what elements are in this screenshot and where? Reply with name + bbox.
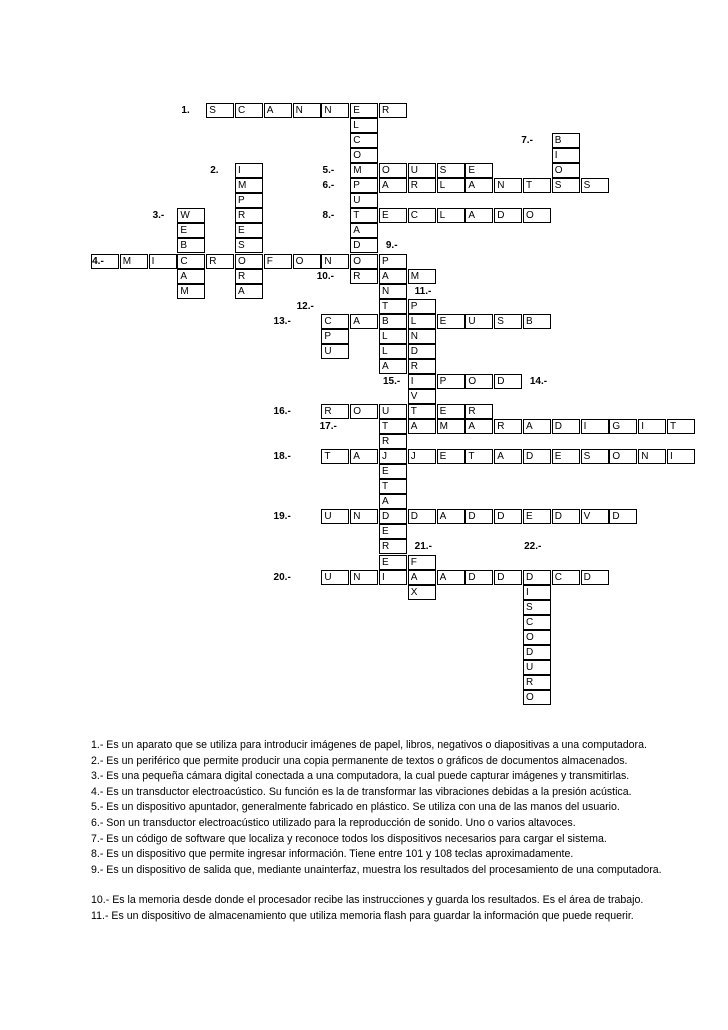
clue-number-label: 3.-: [152, 210, 165, 222]
clue-6: 6.- Son un transductor electroacústico utilizado para la reproducción de sonido. Uno o varios altavoces.: [91, 816, 576, 829]
grid-cell[interactable]: D: [350, 238, 378, 253]
clue-number-label: 9.-: [385, 240, 398, 252]
grid-cell[interactable]: D: [379, 509, 407, 524]
grid-cell[interactable]: A: [523, 419, 551, 434]
grid-cell[interactable]: T: [408, 404, 436, 419]
grid-cell[interactable]: D: [552, 419, 580, 434]
grid-cell[interactable]: U: [379, 404, 407, 419]
grid-cell[interactable]: I: [235, 163, 263, 178]
grid-cell[interactable]: N: [379, 284, 407, 299]
grid-cell[interactable]: T: [350, 208, 378, 223]
grid-cell[interactable]: A: [465, 178, 493, 193]
grid-cell[interactable]: L: [437, 208, 465, 223]
grid-cell[interactable]: T: [465, 449, 493, 464]
grid-cell[interactable]: R: [523, 675, 551, 690]
grid-cell[interactable]: B: [177, 238, 205, 253]
grid-cell[interactable]: I: [552, 148, 580, 163]
clue-7: 7.- Es un código de software que localiza y reconoce todos los dispositivos necesarios para cargar el sistema.: [91, 832, 607, 845]
grid-cell[interactable]: U: [321, 570, 349, 585]
grid-cell[interactable]: T: [667, 419, 695, 434]
grid-cell[interactable]: I: [581, 419, 609, 434]
grid-cell[interactable]: U: [523, 660, 551, 675]
grid-cell[interactable]: M: [177, 284, 205, 299]
grid-cell[interactable]: C: [235, 103, 263, 118]
clue-number-label: 4.-: [92, 255, 104, 267]
grid-cell[interactable]: S: [581, 449, 609, 464]
grid-cell[interactable]: R: [379, 434, 407, 449]
grid-cell[interactable]: V: [408, 389, 436, 404]
grid-cell[interactable]: E: [379, 555, 407, 570]
clue-number-label: 20.-: [273, 571, 291, 583]
grid-cell[interactable]: C: [321, 314, 349, 329]
grid-cell[interactable]: N: [350, 570, 378, 585]
grid-cell[interactable]: E: [523, 509, 551, 524]
clue-1: 1.- Es un aparato que se utiliza para introducir imágenes de papel, libros, negativos o diapositivas a una computadora.: [91, 739, 647, 751]
grid-cell[interactable]: D: [408, 344, 436, 359]
grid-cell[interactable]: D: [465, 570, 493, 585]
grid-cell[interactable]: U: [465, 314, 493, 329]
grid-cell[interactable]: P: [408, 299, 436, 314]
clue-9: 9.- Es un dispositivo de salida que, mediante unainterfaz, muestra los resultados del procesamiento de una computadora.: [91, 863, 662, 876]
grid-cell[interactable]: O: [379, 163, 407, 178]
grid-cell[interactable]: A: [264, 103, 292, 118]
grid-cell[interactable]: O: [523, 630, 551, 645]
grid-cell[interactable]: N: [293, 103, 321, 118]
grid-cell[interactable]: M: [235, 178, 263, 193]
grid-cell[interactable]: O: [465, 374, 493, 389]
grid-cell[interactable]: D: [494, 570, 522, 585]
grid-cell[interactable]: I: [667, 449, 695, 464]
grid-cell[interactable]: A: [465, 419, 493, 434]
clue-5: 5.- Es un dispositivo apuntador, generalmente fabricado en plástico. Se utiliza con una de las manos del usuario.: [91, 801, 620, 814]
grid-cell[interactable]: O: [350, 404, 378, 419]
grid-cell[interactable]: V: [581, 509, 609, 524]
grid-cell[interactable]: E: [552, 449, 580, 464]
grid-cell[interactable]: M: [437, 419, 465, 434]
grid-cell[interactable]: N: [321, 254, 349, 269]
clue-4: 4.- Es un transductor electroacústico. Su función es la de transformar las vibraciones debidas a la presión acústica.: [91, 785, 632, 798]
grid-cell[interactable]: L: [408, 314, 436, 329]
grid-cell[interactable]: E: [379, 524, 407, 539]
grid-cell[interactable]: X: [408, 585, 436, 600]
grid-cell[interactable]: T: [523, 178, 551, 193]
grid-cell[interactable]: N: [408, 329, 436, 344]
grid-cell[interactable]: D: [494, 374, 522, 389]
clue-number-label: 11.-: [414, 285, 432, 297]
grid-cell[interactable]: C: [177, 254, 205, 269]
grid-cell[interactable]: S: [235, 238, 263, 253]
clue-number-label: 14.-: [529, 375, 548, 387]
grid-cell[interactable]: T: [379, 479, 407, 494]
grid-cell[interactable]: C: [350, 133, 378, 148]
grid-cell[interactable]: M: [120, 254, 148, 269]
grid-cell[interactable]: N: [321, 103, 349, 118]
grid-cell[interactable]: A: [379, 494, 407, 509]
grid-cell[interactable]: E: [379, 208, 407, 223]
grid-cell[interactable]: S: [552, 178, 580, 193]
grid-cell[interactable]: D: [581, 570, 609, 585]
grid-cell[interactable]: C: [523, 615, 551, 630]
grid-cell[interactable]: R: [206, 254, 234, 269]
clue-number-label: 15.-: [383, 375, 401, 387]
clue-number-label: 8.-: [322, 210, 335, 222]
grid-cell[interactable]: R: [408, 178, 436, 193]
clue-number-label: 21.-: [414, 541, 432, 553]
grid-cell[interactable]: U: [350, 193, 378, 208]
grid-cell[interactable]: D: [523, 449, 551, 464]
clue-3: 3.- Es una pequeña cámara digital conectada a una computadora, la cual puede capturar imágenes y transmitirlas.: [91, 770, 630, 783]
grid-cell[interactable]: B: [523, 314, 551, 329]
grid-cell[interactable]: A: [350, 223, 378, 238]
clue-10: 10.- Es la memoria desde donde el procesador recibe las instrucciones y guarda los resultados. Es el área de trabajo.: [91, 894, 644, 907]
grid-cell[interactable]: E: [350, 103, 378, 118]
grid-cell[interactable]: P: [379, 254, 407, 269]
grid-cell[interactable]: N: [638, 449, 666, 464]
grid-cell[interactable]: R: [379, 539, 407, 554]
grid-cell[interactable]: E: [437, 314, 465, 329]
grid-cell[interactable]: A: [408, 419, 436, 434]
grid-cell[interactable]: A: [177, 269, 205, 284]
grid-cell[interactable]: T: [379, 419, 407, 434]
grid-cell[interactable]: L: [350, 118, 378, 133]
grid-cell[interactable]: E: [379, 464, 407, 479]
clue-number-label: 6.-: [322, 180, 335, 192]
grid-cell[interactable]: J: [408, 449, 436, 464]
clue-number-label: 10.-: [316, 270, 334, 282]
grid-cell[interactable]: T: [321, 449, 349, 464]
grid-cell[interactable]: R: [235, 208, 263, 223]
grid-cell[interactable]: F: [408, 555, 436, 570]
grid-cell[interactable]: M: [350, 163, 378, 178]
clue-number-label: 7.-: [521, 135, 533, 147]
grid-cell[interactable]: I: [408, 374, 436, 389]
clue-number-label: 19.-: [273, 511, 291, 523]
grid-cell[interactable]: D: [494, 509, 522, 524]
grid-cell[interactable]: L: [379, 329, 407, 344]
grid-cell[interactable]: S: [206, 103, 234, 118]
grid-cell[interactable]: R: [321, 404, 349, 419]
grid-cell[interactable]: N: [350, 509, 378, 524]
grid-cell[interactable]: E: [465, 163, 493, 178]
grid-cell[interactable]: R: [408, 359, 436, 374]
grid-cell[interactable]: D: [494, 208, 522, 223]
clue-number-label: 5.-: [322, 165, 335, 177]
clue-list: [91, 738, 728, 925]
grid-cell[interactable]: U: [321, 344, 349, 359]
grid-cell[interactable]: I: [523, 585, 551, 600]
grid-cell[interactable]: A: [494, 449, 522, 464]
grid-cell[interactable]: T: [379, 299, 407, 314]
grid-cell[interactable]: E: [235, 223, 263, 238]
grid-cell[interactable]: A: [379, 269, 407, 284]
clue-11: 11.- Es un dispositivo de almacenamiento que utiliza memoria flash para guardar la información que puede requerir.: [91, 909, 634, 922]
grid-cell[interactable]: S: [523, 600, 551, 615]
grid-cell[interactable]: O: [350, 254, 378, 269]
grid-cell[interactable]: S: [437, 163, 465, 178]
grid-cell[interactable]: P: [350, 178, 378, 193]
grid-cell[interactable]: P: [321, 329, 349, 344]
clue-8: 8.- Es un dispositivo que permite ingresar información. Tiene entre 101 y 108 teclas aproximadamente.: [91, 848, 574, 861]
grid-cell[interactable]: O: [350, 148, 378, 163]
clue-2: 2.- Es un periférico que permite producir una copia permanente de textos o gráficos de documentos almacenados.: [91, 754, 628, 767]
clue-number-label: 2.: [210, 165, 219, 177]
grid-cell[interactable]: M: [408, 269, 436, 284]
grid-cell[interactable]: F: [264, 254, 292, 269]
grid-cell[interactable]: E: [437, 404, 465, 419]
grid-cell[interactable]: R: [379, 103, 407, 118]
grid-cell[interactable]: E: [177, 223, 205, 238]
grid-cell[interactable]: D: [523, 570, 551, 585]
grid-cell[interactable]: S: [581, 178, 609, 193]
grid-cell[interactable]: B: [552, 133, 580, 148]
grid-cell[interactable]: A: [379, 359, 407, 374]
grid-cell[interactable]: O: [293, 254, 321, 269]
grid-cell[interactable]: G: [609, 419, 637, 434]
grid-cell[interactable]: U: [408, 163, 436, 178]
grid-cell[interactable]: I: [149, 254, 177, 269]
grid-cell[interactable]: R: [350, 269, 378, 284]
grid-cell[interactable]: S: [494, 314, 522, 329]
grid-cell[interactable]: E: [437, 449, 465, 464]
grid-cell[interactable]: A: [437, 570, 465, 585]
grid-cell[interactable]: A: [379, 178, 407, 193]
grid-cell[interactable]: C: [552, 570, 580, 585]
grid-cell[interactable]: O: [523, 690, 551, 705]
grid-cell[interactable]: P: [235, 193, 263, 208]
grid-cell[interactable]: A: [350, 314, 378, 329]
grid-cell[interactable]: O: [609, 449, 637, 464]
grid-cell[interactable]: L: [379, 344, 407, 359]
clue-number-label: 22.-: [524, 541, 542, 553]
grid-cell[interactable]: P: [437, 374, 465, 389]
grid-cell[interactable]: A: [437, 509, 465, 524]
grid-cell[interactable]: O: [235, 254, 263, 269]
grid-cell[interactable]: D: [609, 509, 637, 524]
grid-cell[interactable]: I: [638, 419, 666, 434]
clue-number-label: 18.-: [273, 451, 291, 463]
grid-cell[interactable]: O: [552, 163, 580, 178]
clue-number-label: 16.-: [273, 406, 291, 417]
grid-cell[interactable]: R: [465, 404, 493, 419]
grid-cell[interactable]: N: [494, 178, 522, 193]
grid-cell[interactable]: B: [379, 314, 407, 329]
clue-number-label: 13.-: [273, 315, 291, 327]
grid-cell[interactable]: W: [177, 208, 205, 223]
clue-number-label: 1.: [181, 105, 190, 116]
grid-cell[interactable]: R: [235, 269, 263, 284]
grid-cell[interactable]: A: [465, 208, 493, 223]
clue-number-label: 17.-: [319, 421, 337, 433]
grid-cell[interactable]: D: [523, 645, 551, 660]
grid-cell[interactable]: A: [350, 449, 378, 464]
grid-cell[interactable]: D: [408, 509, 436, 524]
grid-cell[interactable]: L: [437, 178, 465, 193]
grid-cell[interactable]: A: [235, 284, 263, 299]
grid-cell[interactable]: O: [523, 208, 551, 223]
grid-cell[interactable]: D: [465, 509, 493, 524]
grid-cell[interactable]: C: [408, 208, 436, 223]
grid-cell[interactable]: J: [379, 449, 407, 464]
grid-cell[interactable]: A: [408, 570, 436, 585]
grid-cell[interactable]: R: [494, 419, 522, 434]
grid-cell[interactable]: I: [379, 570, 407, 585]
grid-cell[interactable]: U: [321, 509, 349, 524]
grid-cell[interactable]: D: [552, 509, 580, 524]
clue-number-label: 12.-: [296, 300, 314, 312]
